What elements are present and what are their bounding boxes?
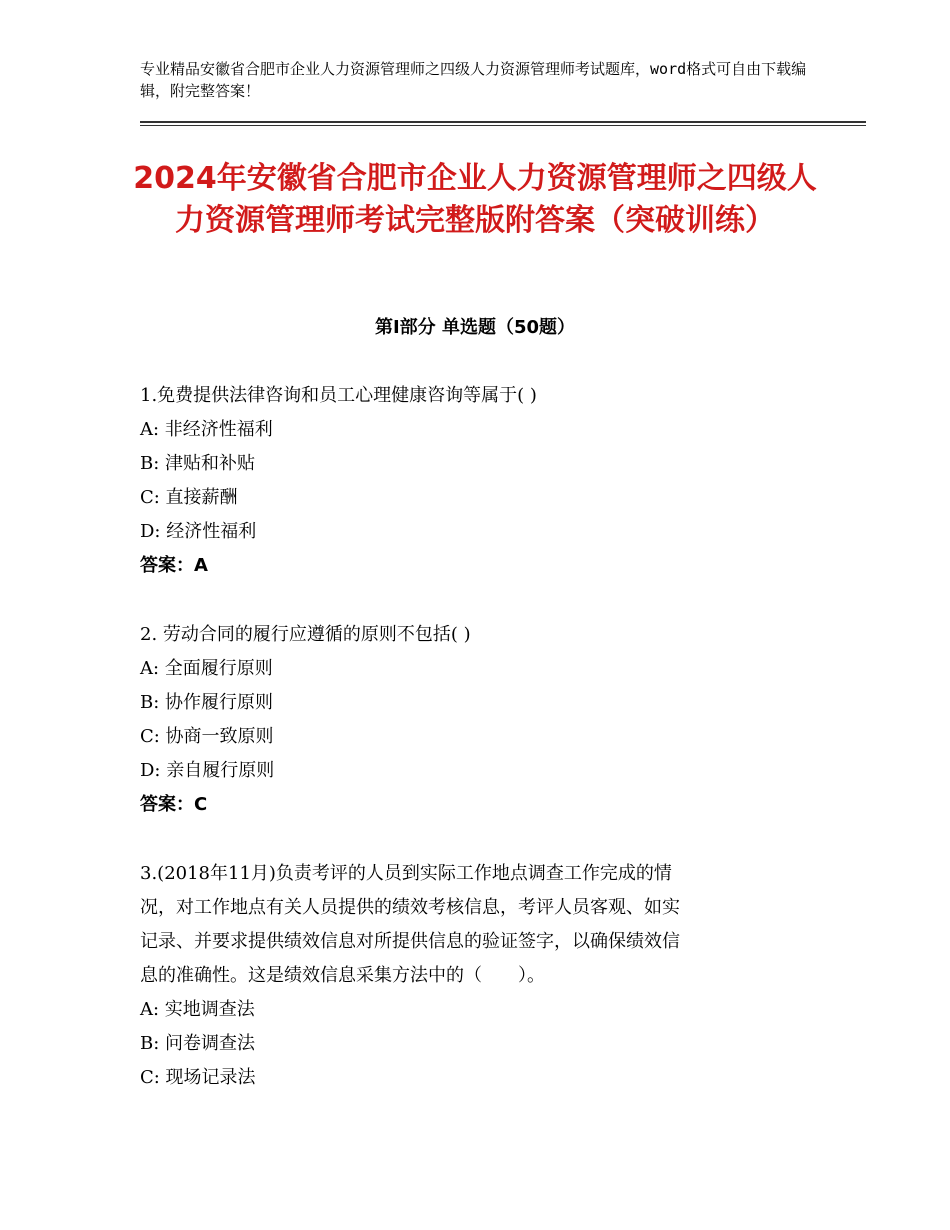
option-b: B: 津贴和补贴 <box>140 453 256 474</box>
question-stem: 2. 劳动合同的履行应遵循的原则不包括( ) <box>140 624 471 645</box>
option-c: C: 协商一致原则 <box>140 726 274 747</box>
option-a: A: 全面履行原则 <box>140 658 273 679</box>
option-d: D: 经济性福利 <box>140 521 257 542</box>
question-stem-line-1: 3.(2018年11月)负责考评的人员到实际工作地点调查工作完成的情 <box>140 863 672 884</box>
header-note: 专业精品安徽省合肥市企业人力资源管理师之四级人力资源管理师考试题库，word格式可自由下载编辑，附完整答案！ <box>140 60 807 100</box>
option-c: C: 现场记录法 <box>140 1067 256 1088</box>
answer-label: 答案：C <box>140 794 208 815</box>
option-b: B: 协作履行原则 <box>140 692 274 713</box>
question-stem-line-2: 况，对工作地点有关人员提供的绩效考核信息，考评人员客观、如实 <box>140 897 680 918</box>
option-a: A: 实地调查法 <box>140 999 255 1020</box>
question-3 <box>140 857 830 1095</box>
answer-label: 答案：A <box>140 555 208 576</box>
option-b: B: 问卷调查法 <box>140 1033 256 1054</box>
document-title: 2024年安徽省合肥市企业人力资源管理师之四级人力资源管理师考试完整版附答案（突破训练） <box>133 161 817 238</box>
option-a: A: 非经济性福利 <box>140 419 273 440</box>
header-rule-thick <box>140 121 866 123</box>
question-1 <box>140 379 830 583</box>
header-rule-thin <box>140 125 866 126</box>
question-stem-line-3: 记录、并要求提供绩效信息对所提供信息的验证签字，以确保绩效信 <box>140 931 680 952</box>
question-stem: 1.免费提供法律咨询和员工心理健康咨询等属于( ) <box>140 385 537 406</box>
question-2 <box>140 618 830 822</box>
option-c: C: 直接薪酬 <box>140 487 238 508</box>
section-title: 第Ⅰ部分 单选题（50题） <box>374 317 575 338</box>
question-stem-line-4: 息的准确性。这是绩效信息采集方法中的（ ）。 <box>140 965 545 986</box>
option-d: D: 亲自履行原则 <box>140 760 275 781</box>
